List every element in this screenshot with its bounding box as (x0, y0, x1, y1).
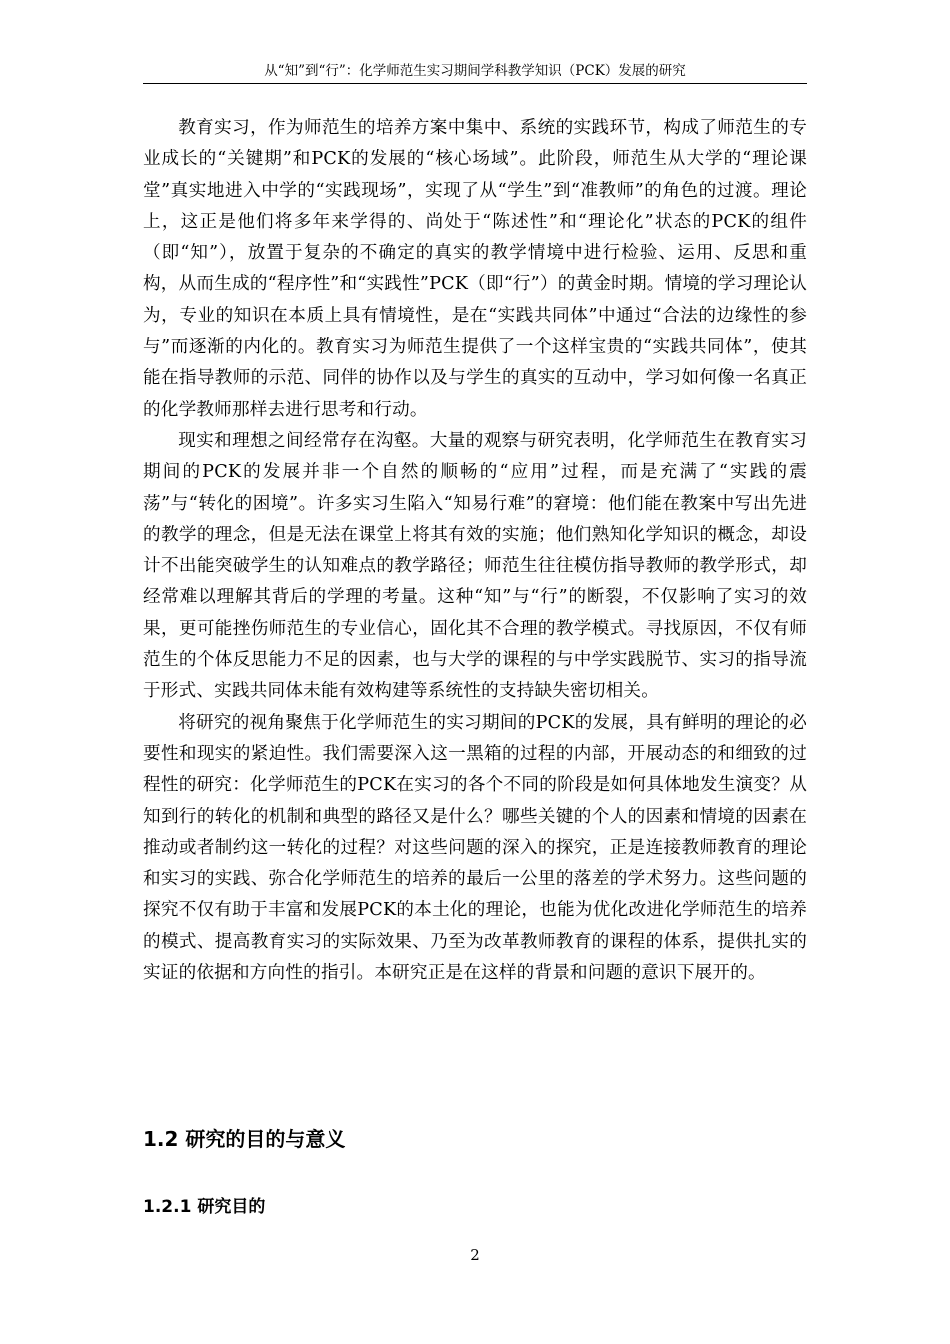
paragraph-1: 教育实习，作为师范生的培养方案中集中、系统的实践环节，构成了师范生的专业成长的“关键期”和PCK的发展的“核心场域”。此阶段，师范生从大学的“理论课堂”真实地进入中学的“实践现场”，实现了从“学生”到“准教师”的角色的过渡。理论上，这正是他们将多年来学得的、尚处于“陈述性”和“理论化”状态的PCK的组件（即“知”），放置于复杂的不确定的真实的教学情境中进行检验、运用、反思和重构，从而生成的“程序性”和“实践性”PCK（即“行”）的黄金时期。情境的学习理论认为，专业的知识在本质上具有情境性，是在“实践共同体”中通过“合法的边缘性的参与”而逐渐的内化的。教育实习为师范生提供了一个这样宝贵的“实践共同体”，使其能在指导教师的示范、同伴的协作以及与学生的真实的互动中，学习如何像一名真正的化学教师那样去进行思考和行动。 (143, 118, 807, 420)
running-header: 从“知”到“行”：化学师范生实习期间学科教学知识（PCK）发展的研究 (264, 63, 686, 79)
page-number: 2 (470, 1246, 480, 1264)
header-divider (143, 83, 807, 84)
subsection-heading: 1.2.1 研究目的 (143, 1197, 266, 1217)
section-heading: 1.2 研究的目的与意义 (143, 1127, 346, 1151)
paragraph-3: 将研究的视角聚焦于化学师范生的实习期间的PCK的发展，具有鲜明的理论的必要性和现实的紧迫性。我们需要深入这一黑箱的过程的内部，开展动态的和细致的过程性的研究：化学师范生的PCK在实习的各个不同的阶段是如何具体地发生演变？从知到行的转化的机制和典型的路径又是什么？哪些关键的个人的因素和情境的因素在推动或者制约这一转化的过程？对这些问题的深入的探究，正是连接教师教育的理论和实习的实践、弥合化学师范生的培养的最后一公里的落差的学术努力。这些问题的探究不仅有助于丰富和发展PCK的本土化的理论，也能为优化改进化学师范生的培养的模式、提高教育实习的实际效果、乃至为改革教师教育的课程的体系，提供扎实的实证的依据和方向性的指引。本研究正是在这样的背景和问题的意识下展开的。 (143, 712, 807, 984)
body-text (143, 113, 807, 989)
paragraph-2: 现实和理想之间经常存在沟壑。大量的观察与研究表明，化学师范生在教育实习期间的PCK的发展并非一个自然的顺畅的“应用”过程，而是充满了“实践的震荡”与“转化的困境”。许多实习生陷入“知易行难”的窘境：他们能在教案中写出先进的教学的理念，但是无法在课堂上将其有效的实施；他们熟知化学知识的概念，却设计不出能突破学生的认知难点的教学路径；师范生往往模仿指导教师的教学形式，却经常难以理解其背后的学理的考量。这种“知”与“行”的断裂，不仅影响了实习的效果，更可能挫伤师范生的专业信心，固化其不合理的教学模式。寻找原因，不仅有师范生的个体反思能力不足的因素，也与大学的课程的与中学实践脱节、实习的指导流于形式、实践共同体未能有效构建等系统性的支持缺失密切相关。 (143, 430, 807, 702)
